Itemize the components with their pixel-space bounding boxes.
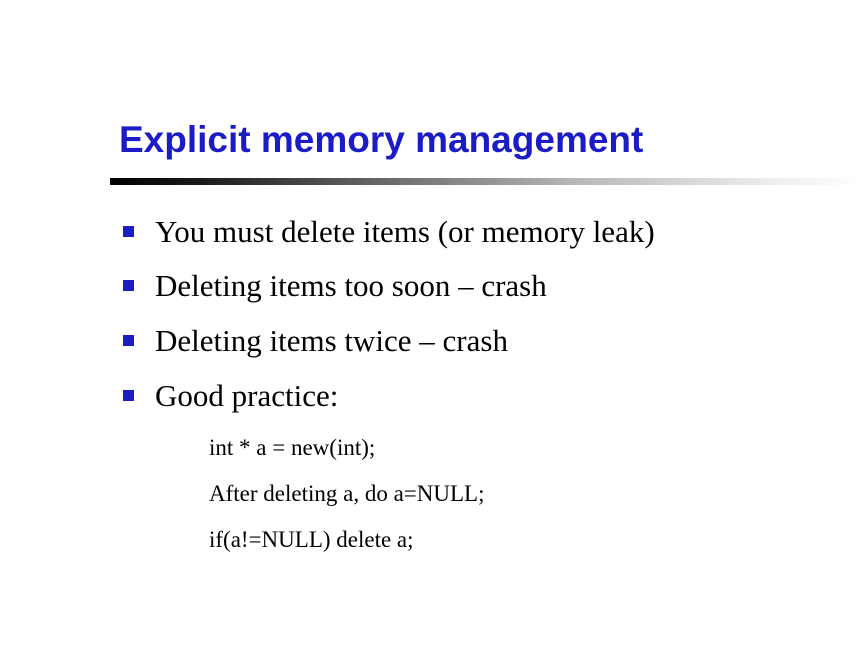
bullet-text: Good practice: [155, 378, 339, 413]
square-bullet-icon [123, 226, 134, 237]
square-bullet-icon [123, 280, 134, 291]
bullet-text: Deleting items twice – crash [155, 323, 508, 358]
bullet-text: Deleting items too soon – crash [155, 268, 547, 303]
square-bullet-icon [123, 390, 134, 401]
code-line: After deleting a, do a=NULL; [209, 481, 485, 506]
title-underline-rule [110, 178, 864, 185]
code-line: if(a!=NULL) delete a; [209, 527, 414, 552]
code-line: int * a = new(int); [209, 435, 376, 460]
square-bullet-icon [123, 335, 134, 346]
slide-title: Explicit memory management [119, 119, 644, 160]
bullet-text: You must delete items (or memory leak) [155, 214, 655, 249]
